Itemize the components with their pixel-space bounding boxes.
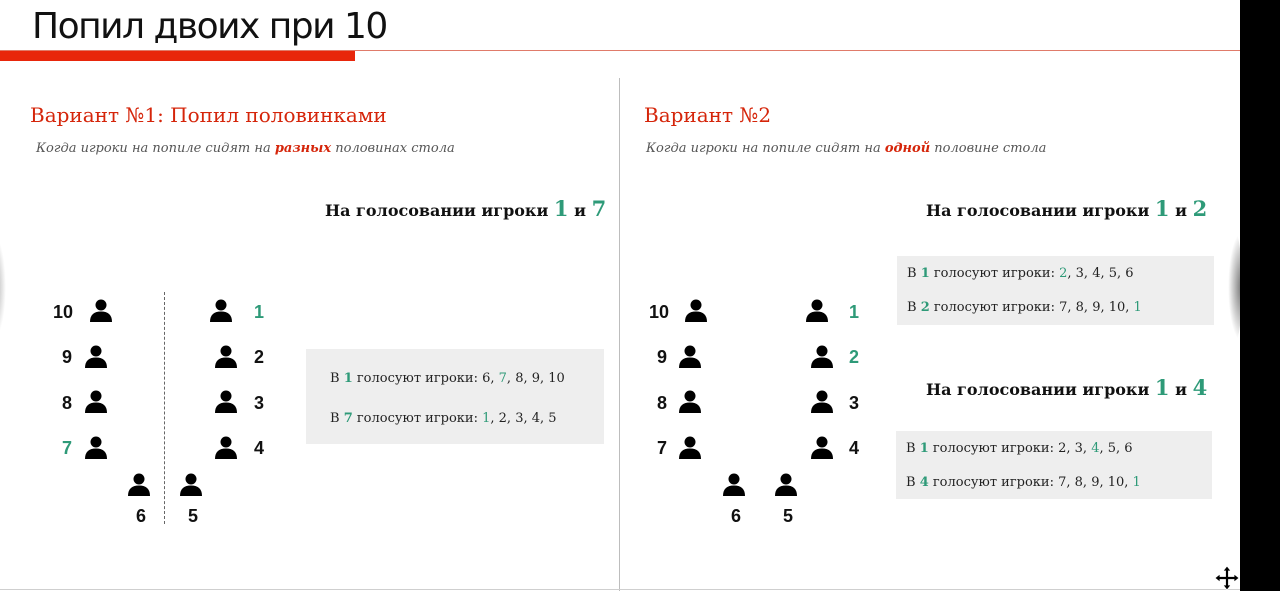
vote-player-b: 7 (591, 196, 607, 221)
right-black-bar (1240, 0, 1280, 591)
voter-number: 4 (1091, 441, 1100, 456)
seat-number: 5 (782, 506, 793, 526)
person-icon (810, 344, 834, 368)
vote-player-b: 2 (1192, 196, 1208, 221)
variant2-subtitle-emphasis: одной (884, 141, 931, 156)
voter-number: 8 (1074, 475, 1083, 490)
voter-number: 4 (1092, 266, 1101, 281)
seat-number: 1 (848, 302, 859, 322)
person-icon (209, 298, 233, 322)
table-split-line (164, 292, 165, 524)
person-icon (127, 472, 151, 496)
voter-number: 4 (531, 411, 541, 426)
seat-number: 6 (730, 506, 741, 526)
person-icon (678, 344, 702, 368)
variant1-heading: Вариант №1: Попил половинками (30, 103, 387, 127)
voter-number: 5 (1108, 266, 1118, 281)
seat-number: 5 (187, 506, 198, 526)
page-title: Попил двоих при 10 (32, 6, 387, 47)
vote-line: В 1 голосуют игроки: 2, 3, 4, 5, 6 (906, 441, 1133, 456)
seat-number: 8 (656, 393, 667, 413)
vote-player-a: 1 (553, 196, 569, 221)
variant1-vote-title: На голосовании игроки 1 и 7 (325, 196, 607, 221)
person-icon (179, 472, 203, 496)
voter-number: 1 (1133, 300, 1142, 315)
voter-number: 9 (531, 371, 541, 386)
voter-number: 10 (548, 371, 565, 386)
voter-number: 5 (1107, 441, 1117, 456)
voter-number: 6 (482, 371, 491, 386)
variant1-subtitle: Когда игроки на попиле сидят на разных половинах стола (36, 141, 455, 156)
voter-number: 7 (1058, 475, 1067, 490)
seat-number: 10 (648, 302, 670, 322)
vote-line: В 4 голосуют игроки: 7, 8, 9, 10, 1 (906, 475, 1141, 490)
voter-number: 10 (1108, 300, 1126, 315)
person-icon (214, 389, 238, 413)
seat-number: 8 (61, 393, 72, 413)
vote-line: В 1 голосуют игроки: 2, 3, 4, 5, 6 (907, 266, 1134, 281)
voter-number: 9 (1092, 300, 1101, 315)
variant1-vote-box (306, 349, 604, 444)
seat-number: 2 (253, 347, 264, 367)
voter-number: 8 (515, 371, 524, 386)
seat-number: 7 (61, 438, 72, 458)
voter-number: 7 (498, 371, 507, 386)
voter-number: 6 (1125, 266, 1134, 281)
seat-number: 2 (848, 347, 859, 367)
voter-number: 3 (1074, 441, 1083, 456)
voter-number: 1 (1132, 475, 1141, 490)
voter-number: 7 (1059, 300, 1068, 315)
title-accent-bar (0, 51, 355, 61)
voter-number: 8 (1075, 300, 1084, 315)
voter-number: 3 (1075, 266, 1084, 281)
person-icon (214, 344, 238, 368)
seat-number: 4 (253, 438, 264, 458)
seat-number: 6 (135, 506, 146, 526)
variant2-subtitle: Когда игроки на попиле сидят на одной половине стола (646, 141, 1047, 156)
voter-number: 10 (1107, 475, 1125, 490)
variant2-vote-title-1: На голосовании игроки 1 и 2 (926, 196, 1208, 221)
person-icon (810, 389, 834, 413)
seat-number: 10 (52, 302, 74, 322)
person-icon (84, 435, 108, 459)
person-icon (84, 344, 108, 368)
person-icon (678, 435, 702, 459)
voter-number: 1 (482, 411, 491, 426)
seat-number: 7 (656, 438, 667, 458)
variant2-vote-box-1 (897, 256, 1214, 325)
seat-number: 3 (848, 393, 859, 413)
column-divider (619, 78, 620, 591)
voter-number: 2 (1059, 266, 1068, 281)
person-icon (805, 298, 829, 322)
seat-number: 9 (656, 347, 667, 367)
bottom-border (0, 589, 1240, 590)
variant2-vote-title-2: На голосовании игроки 1 и 4 (926, 375, 1208, 400)
variant2-heading: Вариант №2 (644, 103, 772, 127)
person-icon (722, 472, 746, 496)
variant2-vote-box-2 (896, 431, 1212, 499)
vote-player-a: 1 (1154, 196, 1170, 221)
person-icon (89, 298, 113, 322)
voter-number: 5 (548, 411, 557, 426)
move-arrows-icon[interactable] (1214, 565, 1240, 591)
seat-number: 3 (253, 393, 264, 413)
voter-number: 2 (498, 411, 507, 426)
person-icon (774, 472, 798, 496)
seat-number: 9 (61, 347, 72, 367)
vote-line: В 2 голосуют игроки: 7, 8, 9, 10, 1 (907, 300, 1142, 315)
variant1-subtitle-emphasis: разных (274, 141, 332, 156)
person-icon (84, 389, 108, 413)
vote-line: В 1 голосуют игроки: 6, 7, 8, 9, 10 (330, 371, 565, 386)
left-edge-shadow (0, 232, 6, 342)
vote-line: В 7 голосуют игроки: 1, 2, 3, 4, 5 (330, 411, 557, 426)
voter-number: 9 (1091, 475, 1100, 490)
person-icon (684, 298, 708, 322)
seat-number: 1 (253, 302, 264, 322)
voter-number: 3 (515, 411, 524, 426)
voter-number: 2 (1058, 441, 1067, 456)
person-icon (214, 435, 238, 459)
person-icon (810, 435, 834, 459)
seat-number: 4 (848, 438, 859, 458)
voter-number: 6 (1124, 441, 1133, 456)
vote-player-a: 1 (1154, 375, 1170, 400)
vote-player-b: 4 (1192, 375, 1208, 400)
person-icon (678, 389, 702, 413)
